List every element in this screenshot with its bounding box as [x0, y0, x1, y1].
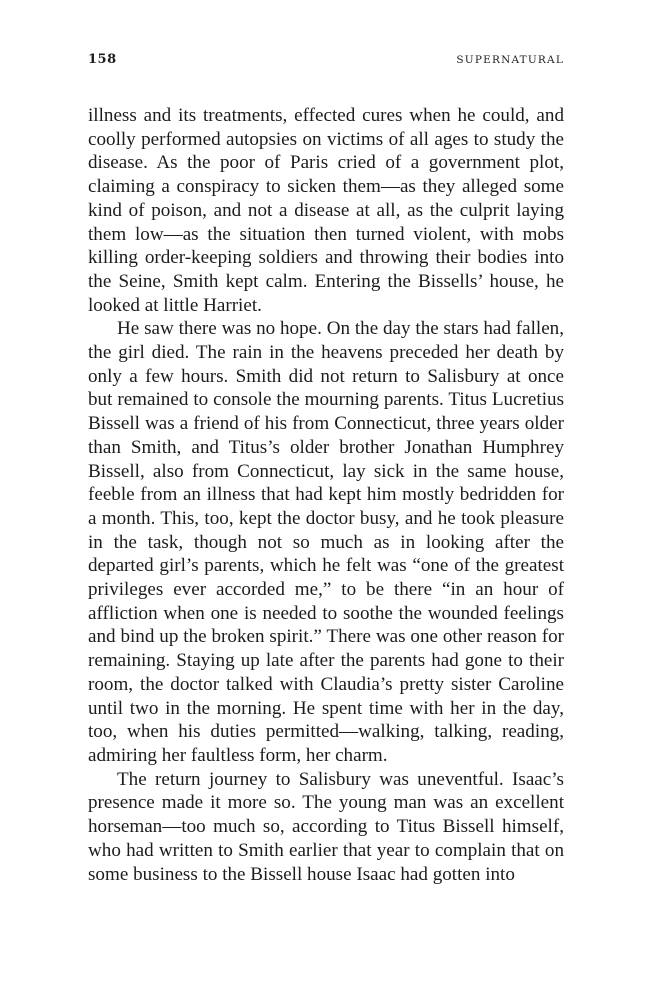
paragraph: He saw there was no hope. On the day the stars had fallen, the girl died. The rain in the heavens preceded her death by only a few hours. Smith did not return to Salisbury at once but remained to console the mourning parents. Titus Lucretius Bissell was a friend of his from Connecticut, three years older than Smith, and Titus’s older brother Jonathan Humphrey Bissell, also from Connecticut, lay sick in the same house, feeble from an illness that had kept him mostly bedridden for a month. This, too, kept the doctor busy, and he took pleasure in the task, though not so much as in looking after the departed girl’s parents, which he felt was “one of the greatest privileges ever accorded me,” to be there “in an hour of affliction when one is needed to soothe the wounded feelings and bind up the broken spirit.” There was one other reason for remaining. Staying up late after the parents had gone to their room, the doctor talked with Claudia’s pretty sister Caroline until two in the morning. He spent time with her in the day, too, when his duties permitted—walking, talking, reading, admiring her faultless form, her charm.	[88, 318, 564, 766]
paragraph: illness and its treatments, effected cures when he could, and coolly performed autopsies on victims of all ages to study the disease. As the poor of Paris cried of a government plot, claiming a conspiracy to sicken them—as they alleged some kind of poison, and not a disease at all, as the culprit laying them low—as the situation then turned violent, with mobs killing order-keeping soldiers and throwing their bodies into the Seine, Smith kept calm. Entering the Bissells’ house, he looked at little Harriet.	[88, 105, 564, 316]
paragraph: The return journey to Salisbury was uneventful. Isaac’s presence made it more so. The young man was an excellent horseman—too much so, according to Titus Bissell himself, who had written to Smith earlier that year to complain that on some business to the Bissell house Isaac had gotten into	[88, 768, 564, 885]
running-head-title: SUPERNATURAL	[456, 54, 564, 66]
running-head	[88, 52, 564, 70]
body-text	[88, 104, 564, 886]
page-number: 158	[88, 52, 117, 67]
